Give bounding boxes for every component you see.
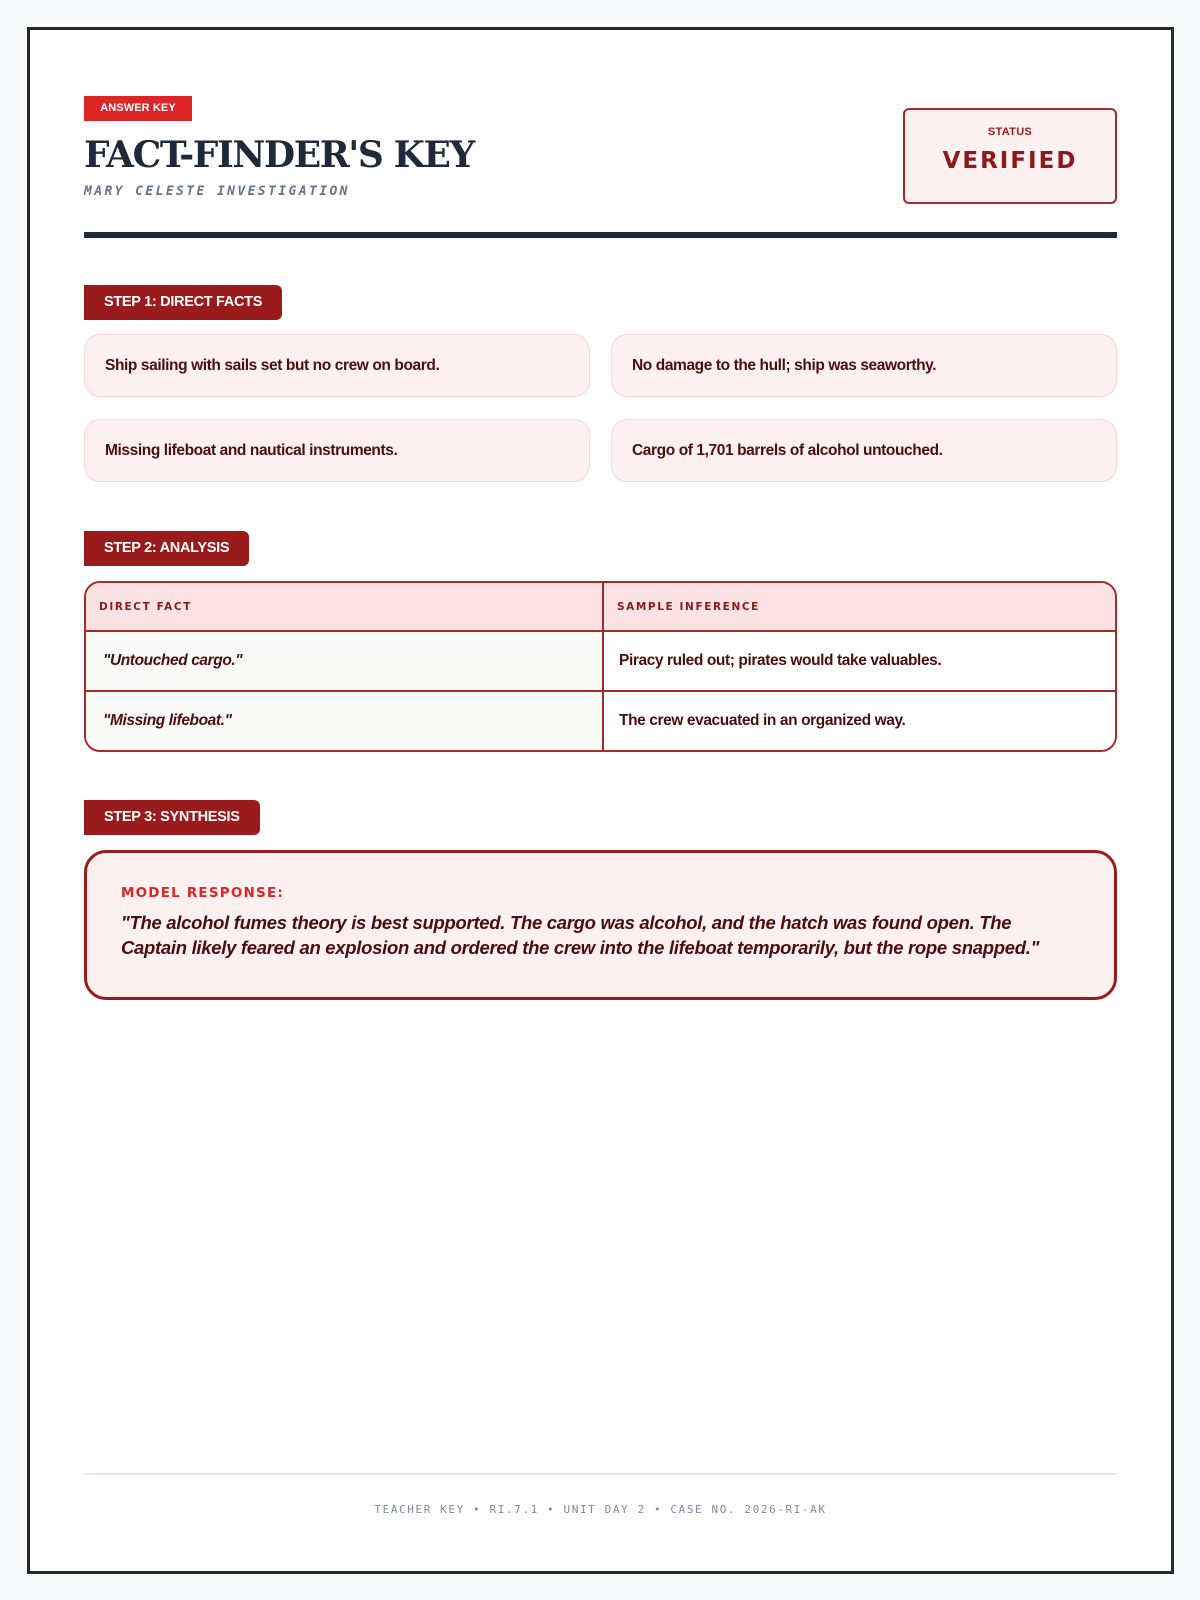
answer-key-page [27,27,1174,1574]
page-subtitle: MARY CELESTE INVESTIGATION [84,184,350,199]
table-row [86,630,1115,690]
fact-card: Ship sailing with sails set but no crew on board. [84,334,590,397]
table-header-row [86,583,1115,630]
inference-cell: The crew evacuated in an organized way. [602,692,1115,750]
table-row [86,690,1115,750]
step2-heading: STEP 2: ANALYSIS [84,531,249,566]
fact-cell: "Untouched cargo." [86,632,602,690]
page-content [84,30,1117,1571]
answer-key-badge: ANSWER KEY [84,96,192,121]
page-title: FACT-FINDER'S KEY [84,134,474,176]
step3-heading: STEP 3: SYNTHESIS [84,800,260,835]
status-label: STATUS [987,126,1033,138]
fact-card: Missing lifeboat and nautical instruments. [84,419,590,482]
status-stamp [903,108,1117,204]
step1-heading: STEP 1: DIRECT FACTS [84,285,282,320]
direct-facts-grid [84,334,1117,482]
status-value: VERIFIED [942,148,1078,174]
footer-text: TEACHER KEY • RI.7.1 • UNIT DAY 2 • CASE NO. 2026-RI-AK [374,1503,827,1516]
fact-card: No damage to the hull; ship was seaworthy. [611,334,1117,397]
model-response-label: MODEL RESPONSE: [121,885,284,901]
fact-cell: "Missing lifeboat." [86,692,602,750]
model-response-box [84,850,1117,1000]
header-divider [84,232,1117,238]
inference-cell: Piracy ruled out; pirates would take valuables. [602,632,1115,690]
fact-card: Cargo of 1,701 barrels of alcohol untouched. [611,419,1117,482]
column-header-sample-inference: SAMPLE INFERENCE [602,583,1115,630]
footer-divider [84,1473,1117,1475]
page-header [84,96,1117,236]
model-response-text: "The alcohol fumes theory is best supported. The cargo was alcohol, and the hatch was found open. The Captain likely feared an explosion and ordered the crew into the lifeboat temporarily, but the rope snapped." [121,912,1040,958]
analysis-table [84,581,1117,752]
column-header-direct-fact: DIRECT FACT [99,600,192,613]
